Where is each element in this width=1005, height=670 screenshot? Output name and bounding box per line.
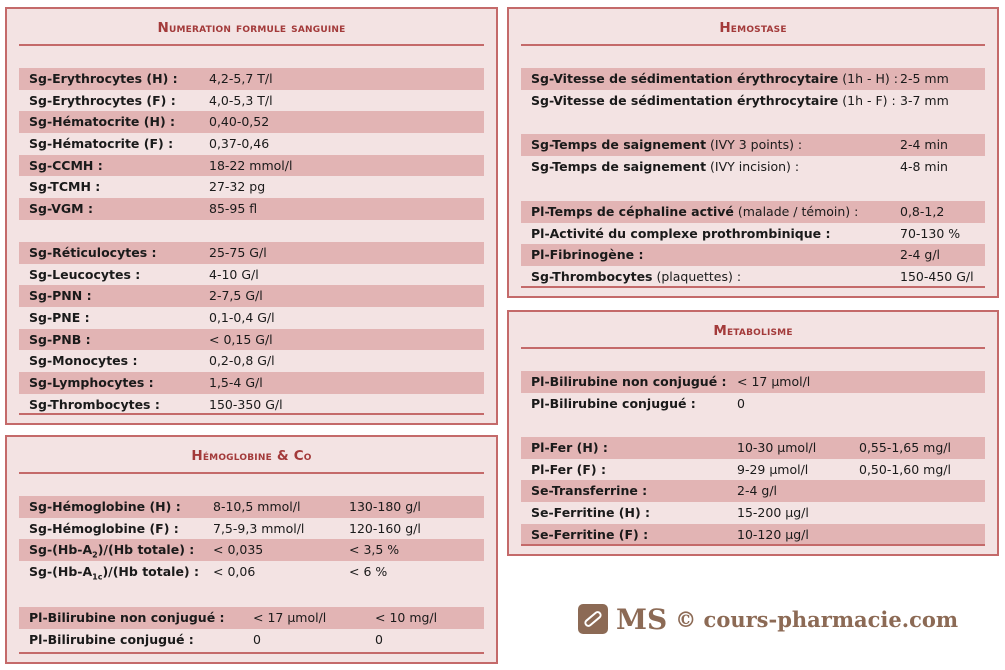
row-value: 15-200 µg/l: [737, 505, 809, 521]
label-bold: Sg-Thrombocytes: [531, 269, 653, 285]
table-row: [19, 607, 484, 629]
row-value: 4-8 min: [900, 158, 948, 174]
row-value-alt: 0: [375, 631, 383, 647]
table-row: [521, 480, 985, 502]
row-label: Sg-Leucocytes :: [29, 266, 141, 282]
row-value: 150-450 G/l: [900, 269, 974, 285]
table-row: [19, 629, 484, 651]
label-bold: Pl-Activité du complexe prothrombinique :: [531, 225, 831, 241]
row-label: Sg-Erythrocytes (F) :: [29, 92, 176, 108]
table-row: [521, 223, 985, 245]
hemostase-title: Hemostase: [719, 20, 787, 36]
label-bold: Sg-Vitesse de sédimentation érythrocytaire: [531, 71, 839, 86]
divider: [19, 413, 484, 415]
row-value-alt: < 3,5 %: [349, 542, 400, 558]
row-label: [29, 561, 199, 588]
row-value: 2-4 min: [900, 137, 948, 152]
row-value-alt: 120-160 g/l: [349, 520, 421, 536]
row-value: 4,0-5,3 T/l: [209, 92, 273, 108]
row-label: Sg-Hémoglobine (H) :: [29, 499, 181, 514]
row-value: 8-10,5 mmol/l: [213, 499, 301, 514]
table-row: [19, 561, 484, 583]
row-label: Sg-PNB :: [29, 331, 91, 347]
row-value: 4-10 G/l: [209, 266, 259, 282]
label-normal: (plaquettes) :: [652, 269, 742, 285]
label-normal: (malade / témoin) :: [733, 204, 859, 219]
row-value: < 0,06: [213, 564, 256, 580]
label-bold: Sg-Temps de saignement: [531, 158, 707, 174]
label-normal: (IVY 3 points) :: [706, 137, 803, 152]
nfs-panel: [5, 7, 498, 425]
table-row: [19, 155, 484, 177]
label-bold: Sg-Temps de saignement: [531, 137, 707, 152]
table-row: [19, 133, 484, 155]
nfs-title: Numeration formule sanguine: [157, 20, 346, 36]
table-row: [521, 266, 985, 288]
row-value: 85-95 fl: [209, 201, 258, 217]
row-label: Pl-Bilirubine non conjugué :: [29, 610, 225, 625]
divider: [19, 472, 484, 474]
row-label: Sg-CCMH :: [29, 157, 103, 173]
row-label: Sg-PNE :: [29, 310, 90, 326]
row-value-alt: 0,50-1,60 mg/l: [859, 461, 951, 477]
bilirubine-block: [19, 607, 484, 650]
row-value: 1,5-4 G/l: [209, 375, 263, 391]
logo-ms: MS: [616, 602, 668, 636]
divider: [521, 286, 985, 288]
table-row: [19, 329, 484, 351]
divider: [521, 44, 985, 46]
row-label: Se-Transferrine :: [531, 483, 648, 499]
coagulation-block: [521, 201, 985, 288]
divider: [521, 347, 985, 349]
row-label: Se-Ferritine (F) :: [531, 526, 649, 542]
row-label: Sg-Hémoglobine (F) :: [29, 520, 179, 536]
table-row: [19, 285, 484, 307]
metabolisme-title: Metabolisme: [713, 323, 793, 339]
row-value: 25-75 G/l: [209, 245, 267, 260]
fer-block: [521, 437, 985, 545]
vs-block: [521, 68, 985, 111]
table-row: [19, 176, 484, 198]
table-row: [19, 496, 484, 518]
hemoglobine-block: [19, 496, 484, 583]
row-value: 2-4 g/l: [737, 483, 778, 499]
row-label: [531, 156, 799, 178]
row-value: 2-4 g/l: [900, 247, 941, 263]
table-row: [521, 437, 985, 459]
metabolisme-panel: [507, 310, 999, 556]
row-label: Sg-Erythrocytes (H) :: [29, 71, 178, 86]
table-row: [19, 198, 484, 220]
nfs-block-red-cells: [19, 68, 484, 220]
row-label: Sg-Réticulocytes :: [29, 245, 157, 260]
table-row: [19, 111, 484, 133]
table-row: [521, 244, 985, 266]
table-row: [19, 372, 484, 394]
logo-site: © cours-pharmacie.com: [675, 606, 959, 632]
row-label: Sg-PNN :: [29, 288, 92, 304]
row-label: Pl-Bilirubine conjugué :: [531, 395, 696, 411]
row-value-alt: < 6 %: [349, 564, 388, 580]
row-label: Sg-TCMH :: [29, 179, 101, 195]
row-value: 10-120 µg/l: [737, 526, 809, 542]
label-part: )/(Hb totale) :: [97, 542, 195, 558]
table-row: [19, 242, 484, 264]
logo: [578, 601, 958, 637]
table-row: [521, 156, 985, 178]
table-row: [521, 502, 985, 524]
label-normal: (1h - F) :: [838, 92, 896, 108]
divider: [19, 652, 484, 654]
row-value: 9-29 µmol/l: [737, 461, 809, 477]
label-part: Sg-(Hb-A: [29, 542, 93, 558]
table-row: [19, 90, 484, 112]
row-value: 0,1-0,4 G/l: [209, 310, 275, 326]
bilirubine-block: [521, 371, 985, 414]
row-value: < 17 µmol/l: [253, 610, 327, 625]
hemostase-panel: [507, 7, 999, 298]
row-label: Se-Ferritine (H) :: [531, 505, 651, 521]
table-row: [521, 393, 985, 415]
row-value: 70-130 %: [900, 225, 961, 241]
row-value-alt: 0,55-1,65 mg/l: [859, 440, 951, 455]
divider: [19, 44, 484, 46]
row-value: 10-30 µmol/l: [737, 440, 817, 455]
row-value: 27-32 pg: [209, 179, 266, 195]
table-row: [19, 350, 484, 372]
row-label: [531, 223, 830, 245]
table-row: [19, 539, 484, 561]
row-value: 0,37-0,46: [209, 136, 270, 152]
table-row: [521, 524, 985, 546]
table-row: [19, 518, 484, 540]
row-value: 3-7 mm: [900, 92, 949, 108]
row-label: Sg-Monocytes :: [29, 353, 138, 369]
hemoglobine-panel: [5, 435, 498, 664]
table-row: [521, 134, 985, 156]
label-bold: Pl-Temps de céphaline activé: [531, 204, 734, 219]
row-value: 2-5 mm: [900, 71, 949, 86]
row-value: 0,40-0,52: [209, 114, 270, 130]
row-value: 0: [253, 631, 261, 647]
saignement-block: [521, 134, 985, 177]
row-label: [531, 134, 802, 156]
row-value: 4,2-5,7 T/l: [209, 71, 273, 86]
row-label: Pl-Bilirubine conjugué :: [29, 631, 194, 647]
row-value: 2-7,5 G/l: [209, 288, 263, 304]
hemoglobine-title: Hémoglobine & Co: [191, 448, 312, 464]
table-row: [19, 68, 484, 90]
row-value: 150-350 G/l: [209, 396, 283, 412]
row-label: Pl-Fer (F) :: [531, 461, 606, 477]
label-part: Sg-(Hb-A: [29, 564, 93, 580]
table-row: [19, 264, 484, 286]
label-normal: (IVY incision) :: [706, 158, 800, 174]
row-label: Sg-Lymphocytes :: [29, 375, 154, 391]
row-label: [531, 68, 898, 90]
row-label: [531, 90, 896, 112]
row-value: 0,2-0,8 G/l: [209, 353, 275, 369]
label-bold: Pl-Fibrinogène :: [531, 247, 644, 263]
label-normal: (1h - H) :: [838, 71, 898, 86]
row-value: 7,5-9,3 mmol/l: [213, 520, 305, 536]
table-row: [19, 307, 484, 329]
row-value: 18-22 mmol/l: [209, 157, 293, 173]
row-value-alt: < 10 mg/l: [375, 610, 438, 625]
row-label: Pl-Bilirubine non conjugué :: [531, 374, 727, 389]
table-row: [521, 371, 985, 393]
table-row: [521, 201, 985, 223]
label-part: )/(Hb totale) :: [102, 564, 199, 580]
label-subscript: 2: [92, 550, 98, 560]
row-label: [531, 244, 644, 266]
row-label: [531, 201, 858, 223]
pill-icon: [578, 604, 608, 634]
divider: [521, 544, 985, 546]
row-label: Pl-Fer (H) :: [531, 440, 608, 455]
table-row: [521, 459, 985, 481]
row-value: 0: [737, 395, 745, 411]
row-value: < 0,15 G/l: [209, 331, 273, 347]
row-label: Sg-Hématocrite (F) :: [29, 136, 174, 152]
label-bold: Sg-Vitesse de sédimentation érythrocytaire: [531, 92, 839, 108]
row-label: Sg-Thrombocytes :: [29, 396, 160, 412]
row-value: 0,8-1,2: [900, 204, 945, 219]
table-row: [521, 90, 985, 112]
row-value-alt: 130-180 g/l: [349, 499, 421, 514]
row-label: Sg-VGM :: [29, 201, 93, 217]
row-value: < 0,035: [213, 542, 264, 558]
row-value: < 17 µmol/l: [737, 374, 811, 389]
row-label: Sg-Hématocrite (H) :: [29, 114, 176, 130]
label-subscript: 1c: [92, 572, 103, 582]
table-row: [521, 68, 985, 90]
row-label: [531, 266, 741, 288]
nfs-block-white-cells: [19, 242, 484, 416]
